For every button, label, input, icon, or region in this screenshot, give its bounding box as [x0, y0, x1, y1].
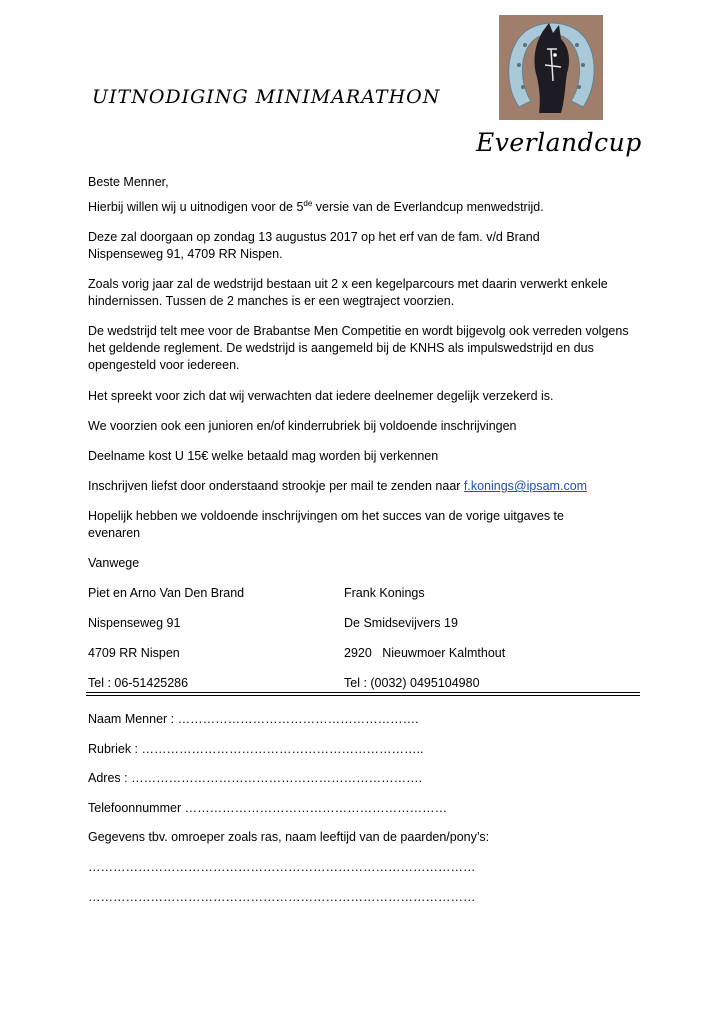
organizer-right-phone: Tel : (0032) 0495104980 [344, 676, 480, 690]
from-label: Vanwege [88, 556, 140, 570]
page-title: UITNODIGING MINIMARATHON [92, 86, 441, 108]
email-link[interactable]: f.konings@ipsam.com [463, 479, 588, 493]
junior-paragraph: We voorzien ook een junioren en/of kinderrubriek bij voldoende inschrijvingen [88, 419, 517, 433]
organizer-left-phone: Tel : 06-51425286 [88, 676, 189, 690]
greeting: Beste Menner, [88, 175, 169, 189]
fee-paragraph: Deelname kost U 15€ welke betaald mag worden bij verkennen [88, 449, 439, 463]
closing-paragraph: Hopelijk hebben we voldoende inschrijvingen om het succes van de vorige uitgaves te evenaren [88, 509, 564, 540]
organizer-left-street: Nispenseweg 91 [88, 616, 181, 630]
intro-paragraph [88, 199, 648, 216]
details-line-1: ………………………………………………………………………………… [88, 860, 476, 874]
divider-line-double [86, 695, 640, 696]
organizer-right-street: De Smidsevijvers 19 [344, 616, 458, 630]
horseshoe-horse-logo-icon [499, 15, 603, 120]
address-field: Adres : ……………………………………………………………. [88, 771, 423, 785]
divider-line [86, 692, 640, 693]
category-field: Rubriek : ………………………………………………………….. [88, 742, 424, 756]
competition-paragraph: De wedstrijd telt mee voor de Brabantse Men Competitie en wordt bijgevolg ook verreden volgens het geldende reglement. De wedstrijd is aangemeld bij de KNHS als impulswedstrijd en dus opengesteld voor iedereen. [88, 324, 629, 372]
format-paragraph: Zoals vorig jaar zal de wedstrijd bestaan uit 2 x een kegelparcours met daarin verwerkt enkele hindernissen. Tussen de 2 manches is er een wegtraject voorzien. [88, 277, 608, 308]
intro-text: Hierbij willen wij u uitnodigen voor de 5 [88, 200, 304, 214]
details-line-2: ………………………………………………………………………………… [88, 890, 476, 904]
registration-paragraph [88, 478, 648, 495]
intro-text-end: versie van de Everlandcup menwedstrijd. [312, 200, 544, 214]
organizer-left-city: 4709 RR Nispen [88, 646, 180, 660]
organizer-right-city: 2920 Nieuwmoer Kalmthout [344, 646, 506, 660]
organizer-right-name: Frank Konings [344, 586, 425, 600]
name-field: Naam Menner : …………………………………………………. [88, 712, 419, 726]
brand-name: Everlandcup [476, 128, 642, 157]
date-location-paragraph: Deze zal doorgaan op zondag 13 augustus 2017 op het erf van de fam. v/d Brand Nispenseweg 91, 4709 RR Nispen. [88, 230, 540, 261]
registration-text: Inschrijven liefst door onderstaand strookje per mail te zenden naar [88, 479, 464, 493]
organizer-left-name: Piet en Arno Van Den Brand [88, 586, 245, 600]
insurance-paragraph: Het spreekt voor zich dat wij verwachten dat iedere deelnemer degelijk verzekerd is. [88, 389, 554, 403]
phone-field: Telefoonnummer ……………………………………………………… [88, 801, 448, 815]
ordinal-suffix: de [303, 198, 313, 208]
details-label: Gegevens tbv. omroeper zoals ras, naam leeftijd van de paarden/pony’s: [88, 830, 490, 844]
